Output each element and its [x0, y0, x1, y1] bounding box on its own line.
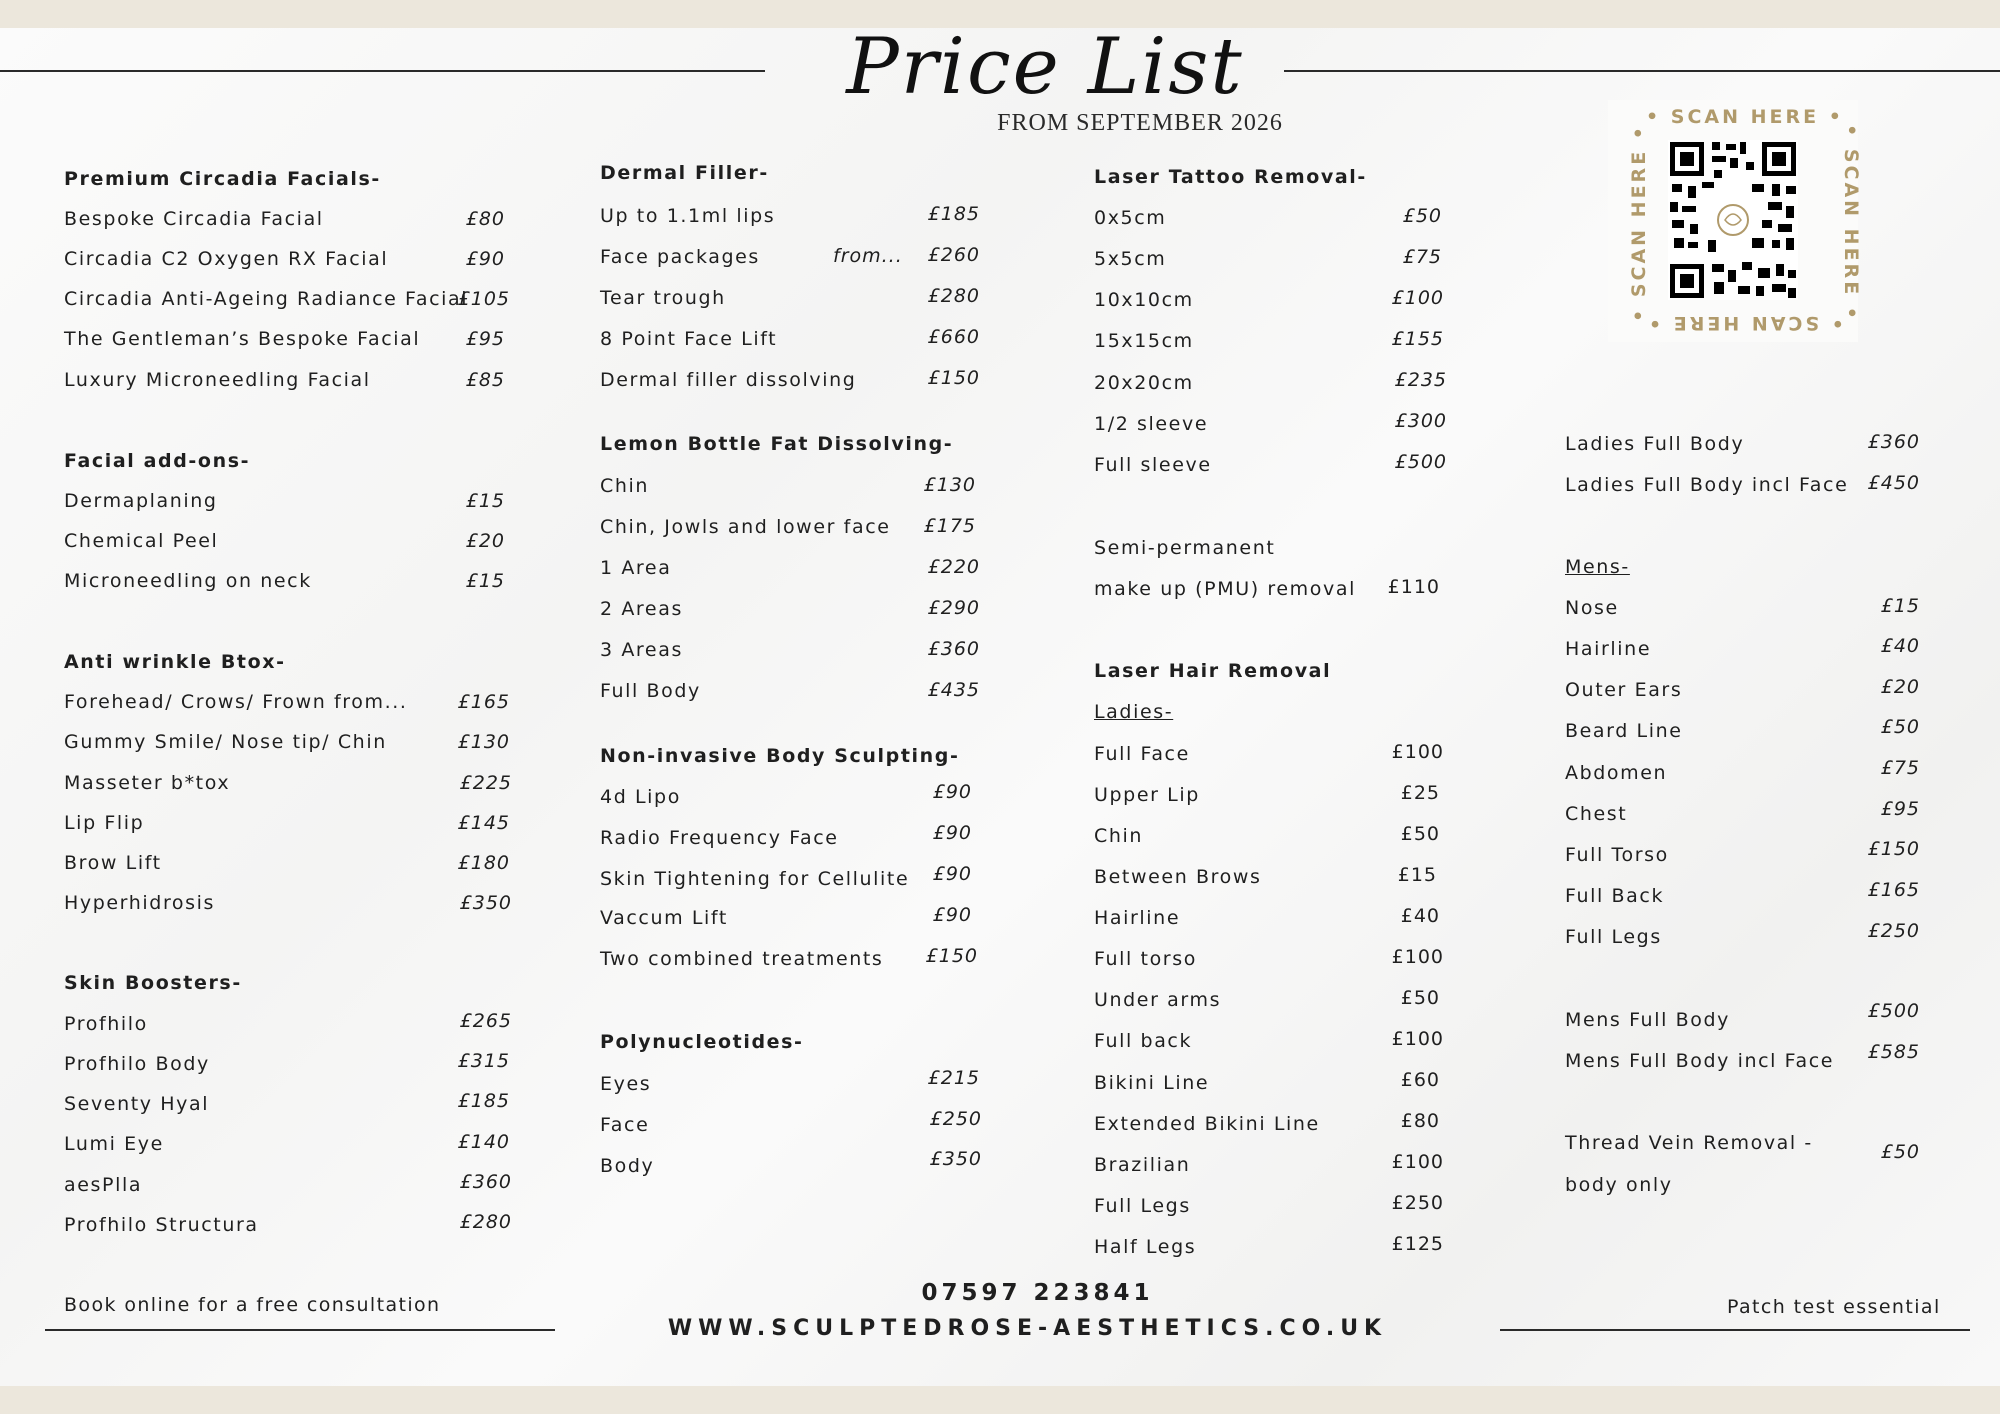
- scan-label-right: • SCAN HERE •: [1839, 124, 1862, 322]
- item-name: Masseter b*tox: [64, 772, 231, 794]
- item-price: £25: [1400, 782, 1440, 804]
- item-price: £235: [1394, 369, 1447, 391]
- item-name: Two combined treatments: [600, 948, 884, 970]
- qr-code-badge[interactable]: [1608, 100, 1862, 342]
- item-name: Mens Full Body: [1565, 1009, 1730, 1031]
- item-price: £20: [1880, 676, 1920, 698]
- item-name: 0x5cm: [1094, 207, 1167, 229]
- item-name: Tear trough: [600, 287, 726, 309]
- item-price: £75: [1402, 246, 1442, 268]
- item-name: Lumi Eye: [64, 1133, 164, 1155]
- item-name: Forehead/ Crows/ Frown from...: [64, 691, 408, 713]
- item-note: from...: [833, 245, 903, 267]
- item-price: £15: [1880, 595, 1920, 617]
- item-name: Mens Full Body incl Face: [1565, 1050, 1835, 1072]
- item-name: Circadia Anti-Ageing Radiance Facial: [64, 288, 469, 310]
- section-heading: Lemon Bottle Fat Dissolving-: [600, 433, 954, 455]
- item-price: £500: [1394, 451, 1447, 473]
- section-heading: Anti wrinkle Btox-: [64, 651, 286, 673]
- item-price: £250: [1391, 1192, 1444, 1214]
- patch-test-note: Patch test essential: [1727, 1296, 1941, 1318]
- item-price: £90: [932, 781, 972, 803]
- phone-number[interactable]: 07597 223841: [921, 1280, 1154, 1306]
- item-price: £80: [1400, 1110, 1440, 1132]
- bottom-rule-right: [1500, 1329, 1970, 1331]
- item-price: £130: [923, 474, 976, 496]
- item-name: Hairline: [1094, 907, 1181, 929]
- item-name: Circadia C2 Oxygen RX Facial: [64, 248, 389, 270]
- ladies-subheading: Ladies-: [1094, 701, 1174, 723]
- item-price: £150: [925, 945, 978, 967]
- scan-label-bottom: • SCAN HERE •: [1646, 312, 1844, 334]
- item-price: £280: [927, 285, 980, 307]
- item-price: £360: [1867, 431, 1920, 453]
- top-rule-right: [1284, 70, 2000, 72]
- item-name: Brazilian: [1094, 1154, 1191, 1176]
- item-name: Body: [600, 1155, 655, 1177]
- item-price: £100: [1391, 1028, 1444, 1050]
- item-name: Bikini Line: [1094, 1072, 1210, 1094]
- item-name: 2 Areas: [600, 598, 683, 620]
- item-name: The Gentleman’s Bespoke Facial: [64, 328, 421, 350]
- item-name: Extended Bikini Line: [1094, 1113, 1320, 1135]
- item-price: £360: [459, 1171, 512, 1193]
- item-name: Full Body: [600, 680, 701, 702]
- item-name: Ladies Full Body incl Face: [1565, 474, 1849, 496]
- item-price: £95: [465, 328, 505, 350]
- item-price: £315: [457, 1050, 510, 1072]
- item-price: £350: [929, 1148, 982, 1170]
- item-name: 20x20cm: [1094, 372, 1194, 394]
- item-name: Profhilo Body: [64, 1053, 210, 1075]
- item-name: Full torso: [1094, 948, 1197, 970]
- item-name: Full Legs: [1565, 926, 1662, 948]
- item-name: Under arms: [1094, 989, 1222, 1011]
- thread-vein-line2: body only: [1565, 1174, 1673, 1196]
- item-name: Gummy Smile/ Nose tip/ Chin: [64, 731, 387, 753]
- item-name: Outer Ears: [1565, 679, 1683, 701]
- item-name: Full Face: [1094, 743, 1190, 765]
- item-name: Ladies Full Body: [1565, 433, 1745, 455]
- item-price: £100: [1391, 946, 1444, 968]
- item-price: £185: [457, 1090, 510, 1112]
- item-price: £260: [927, 244, 980, 266]
- item-price: £290: [927, 597, 980, 619]
- item-price: £145: [457, 812, 510, 834]
- item-name: Full back: [1094, 1030, 1193, 1052]
- section-heading: Laser Tattoo Removal-: [1094, 166, 1367, 188]
- item-price: £110: [1387, 576, 1440, 598]
- item-name: Chin, Jowls and lower face: [600, 516, 891, 538]
- item-price: £250: [929, 1108, 982, 1130]
- item-price: £125: [1391, 1233, 1444, 1255]
- scan-label-top: • SCAN HERE •: [1646, 106, 1844, 128]
- item-price: £90: [932, 904, 972, 926]
- item-name: Hairline: [1565, 638, 1652, 660]
- item-price: £90: [932, 822, 972, 844]
- qr-code-icon: [1668, 140, 1798, 300]
- item-name: Brow Lift: [64, 852, 162, 874]
- item-name: 10x10cm: [1094, 289, 1194, 311]
- item-price: £215: [927, 1067, 980, 1089]
- item-name: Face: [600, 1114, 650, 1136]
- consultation-note: Book online for a free consultation: [64, 1294, 441, 1316]
- item-price: £185: [927, 203, 980, 225]
- item-price: £85: [465, 369, 505, 391]
- thread-vein-line1: Thread Vein Removal -: [1565, 1132, 1813, 1154]
- item-price: £585: [1867, 1041, 1920, 1063]
- item-name: Chin: [1094, 825, 1144, 847]
- item-price: £435: [927, 679, 980, 701]
- website-link[interactable]: WWW.SCULPTEDROSE-AESTHETICS.CO.UK: [667, 1316, 1388, 1341]
- item-price: £95: [1880, 798, 1920, 820]
- item-name: Skin Tightening for Cellulite: [600, 868, 910, 890]
- item-name: Hyperhidrosis: [64, 892, 216, 914]
- item-name: Face packages: [600, 246, 760, 268]
- item-name: Full Legs: [1094, 1195, 1191, 1217]
- item-name: Abdomen: [1565, 762, 1668, 784]
- item-price: £105: [457, 288, 510, 310]
- top-rule-left: [0, 70, 765, 72]
- item-price: £100: [1391, 1151, 1444, 1173]
- item-price: £100: [1391, 287, 1444, 309]
- item-name: Chest: [1565, 803, 1628, 825]
- item-name: 1 Area: [600, 557, 672, 579]
- item-price: £60: [1400, 1069, 1440, 1091]
- item-name: Eyes: [600, 1073, 652, 1095]
- item-price: £75: [1880, 757, 1920, 779]
- item-price: £150: [927, 367, 980, 389]
- item-price: £450: [1867, 472, 1920, 494]
- item-name: Vaccum Lift: [600, 907, 728, 929]
- item-price: £50: [1880, 716, 1920, 738]
- item-name: Seventy Hyal: [64, 1093, 210, 1115]
- bottom-rule-left: [45, 1329, 555, 1331]
- section-heading: Laser Hair Removal: [1094, 660, 1332, 682]
- section-heading: Premium Circadia Facials-: [64, 168, 381, 190]
- item-price: £500: [1867, 1000, 1920, 1022]
- item-price: £15: [465, 570, 505, 592]
- item-name: Chemical Peel: [64, 530, 219, 552]
- item-price: £50: [1400, 987, 1440, 1009]
- item-price: £50: [1880, 1141, 1920, 1163]
- item-price: £220: [927, 556, 980, 578]
- item-price: £225: [459, 772, 512, 794]
- item-name: Lip Flip: [64, 812, 145, 834]
- item-name: 1/2 sleeve: [1094, 413, 1209, 435]
- item-price: £165: [457, 691, 510, 713]
- item-name: Between Brows: [1094, 866, 1262, 888]
- item-name: Beard Line: [1565, 720, 1683, 742]
- item-name: Nose: [1565, 597, 1619, 619]
- item-price: £80: [465, 208, 505, 230]
- item-price: £280: [459, 1211, 512, 1233]
- item-price: £140: [457, 1131, 510, 1153]
- item-name: Up to 1.1ml lips: [600, 205, 776, 227]
- item-name: Radio Frequency Face: [600, 827, 839, 849]
- item-name: aesPlla: [64, 1174, 143, 1196]
- pmu-removal-line1: Semi-permanent: [1094, 537, 1276, 559]
- item-price: £250: [1867, 920, 1920, 942]
- item-name: Luxury Microneedling Facial: [64, 369, 371, 391]
- item-name: Profhilo Structura: [64, 1214, 259, 1236]
- item-price: £100: [1391, 741, 1444, 763]
- section-heading: Non-invasive Body Sculpting-: [600, 745, 960, 767]
- section-heading: Dermal Filler-: [600, 162, 769, 184]
- section-heading: Polynucleotides-: [600, 1031, 804, 1053]
- item-name: Profhilo: [64, 1013, 148, 1035]
- item-price: £165: [1867, 879, 1920, 901]
- item-price: £40: [1400, 905, 1440, 927]
- pmu-removal-line2: make up (PMU) removal: [1094, 578, 1356, 600]
- section-heading: Facial add-ons-: [64, 450, 251, 472]
- item-name: Microneedling on neck: [64, 570, 312, 592]
- item-price: £15: [1397, 864, 1437, 886]
- item-name: Dermaplaning: [64, 490, 218, 512]
- item-name: Full Back: [1565, 885, 1665, 907]
- item-name: 3 Areas: [600, 639, 683, 661]
- item-name: Full sleeve: [1094, 454, 1212, 476]
- item-price: £20: [465, 530, 505, 552]
- item-price: £15: [465, 490, 505, 512]
- item-name: Dermal filler dissolving: [600, 369, 857, 391]
- item-name: Chin: [600, 475, 650, 497]
- item-name: Half Legs: [1094, 1236, 1197, 1258]
- item-name: Upper Lip: [1094, 784, 1200, 806]
- item-name: 5x5cm: [1094, 248, 1167, 270]
- item-price: £175: [923, 515, 976, 537]
- item-price: £90: [932, 863, 972, 885]
- mens-subheading: Mens-: [1565, 556, 1630, 578]
- item-price: £660: [927, 326, 980, 348]
- item-price: £130: [457, 731, 510, 753]
- item-price: £350: [459, 892, 512, 914]
- page-title: Price List: [846, 22, 1244, 112]
- item-name: Bespoke Circadia Facial: [64, 208, 324, 230]
- item-name: 8 Point Face Lift: [600, 328, 778, 350]
- page-subtitle: FROM SEPTEMBER 2026: [997, 110, 1283, 136]
- item-name: Full Torso: [1565, 844, 1669, 866]
- item-price: £300: [1394, 410, 1447, 432]
- item-price: £155: [1391, 328, 1444, 350]
- item-price: £265: [459, 1010, 512, 1032]
- item-price: £90: [465, 248, 505, 270]
- item-name: 15x15cm: [1094, 330, 1194, 352]
- section-heading: Skin Boosters-: [64, 972, 242, 994]
- item-price: £40: [1880, 635, 1920, 657]
- item-price: £50: [1402, 205, 1442, 227]
- scan-label-left: • SCAN HERE •: [1627, 124, 1650, 322]
- item-price: £50: [1400, 823, 1440, 845]
- item-price: £360: [927, 638, 980, 660]
- item-price: £150: [1867, 838, 1920, 860]
- item-name: 4d Lipo: [600, 786, 681, 808]
- item-price: £180: [457, 852, 510, 874]
